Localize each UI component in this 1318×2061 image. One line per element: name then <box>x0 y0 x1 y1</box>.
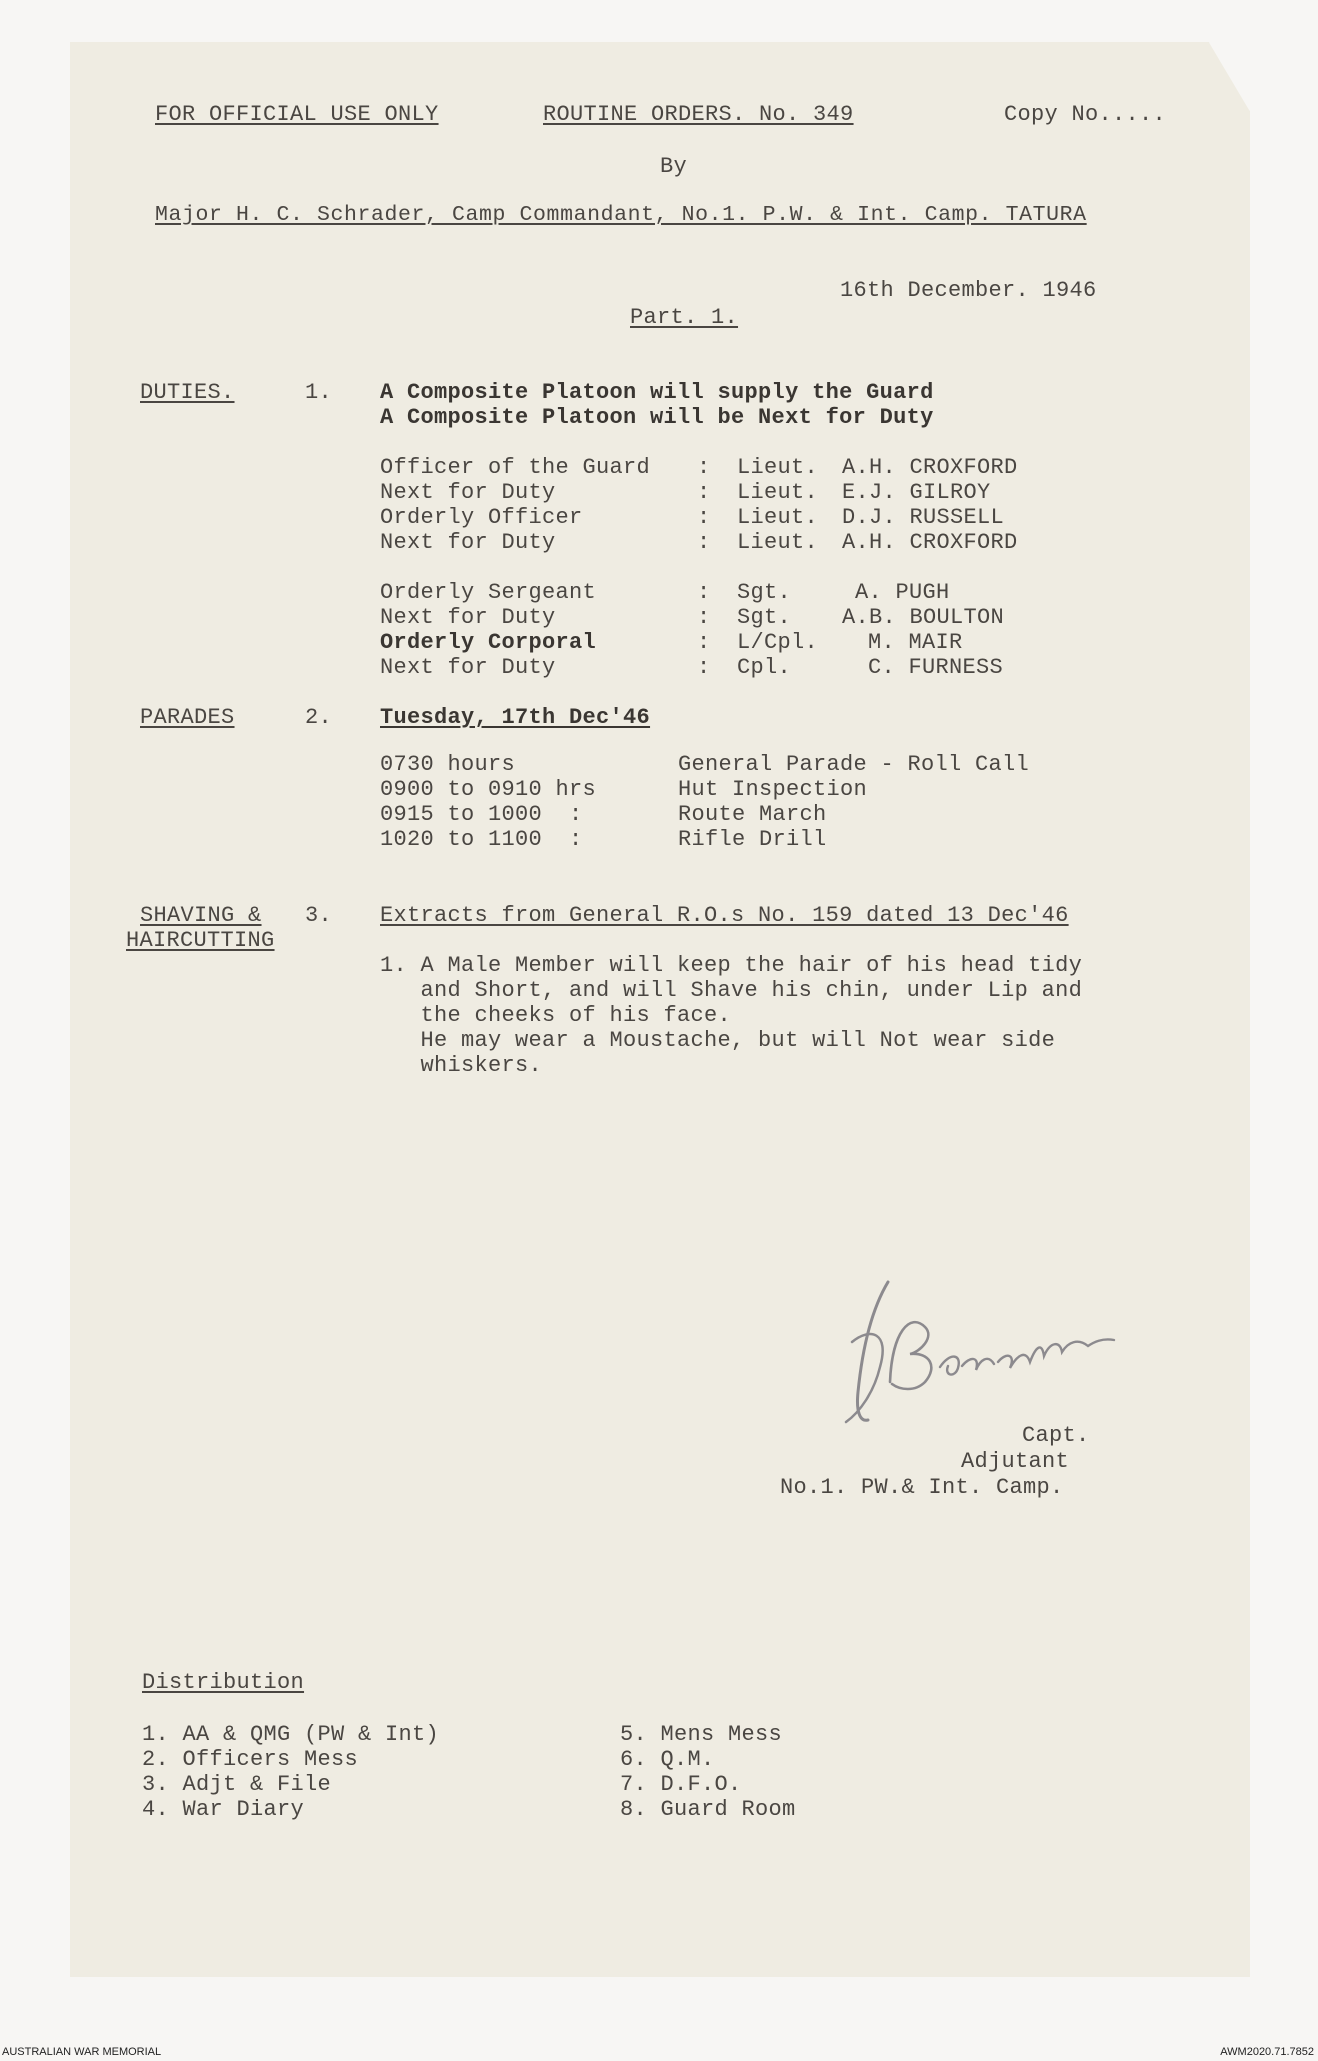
roster-name: E.J. GILROY <box>842 480 991 505</box>
schedule-time: 0915 to 1000 : <box>380 802 583 827</box>
signatory-unit: No.1. PW.& Int. Camp. <box>780 1475 1064 1500</box>
distribution-item: 1. AA & QMG (PW & Int) <box>142 1722 440 1747</box>
roster-sep: : <box>697 505 711 530</box>
parades-number: 2. <box>305 705 333 730</box>
shaving-number: 3. <box>305 903 333 928</box>
roster-rank: Lieut. <box>737 505 819 530</box>
extract-line: 1. A Male Member will keep the hair of his head tidy <box>380 953 1083 978</box>
roster-name: A. PUGH <box>855 580 950 605</box>
parades-heading: PARADES <box>140 705 235 730</box>
distribution-item: 5. Mens Mess <box>620 1722 783 1747</box>
signatory-position: Adjutant <box>961 1449 1070 1474</box>
distribution-item: 3. Adjt & File <box>142 1772 332 1797</box>
extract-line: the cheeks of his face. <box>380 1003 732 1028</box>
distribution-item: 8. Guard Room <box>620 1797 796 1822</box>
roster-role: Next for Duty <box>380 480 556 505</box>
roster-sep: : <box>697 580 711 605</box>
signatory-rank: Capt. <box>1022 1423 1090 1448</box>
haircutting-heading: HAIRCUTTING <box>126 928 275 953</box>
footer-accession: AWM2020.71.7852 <box>1220 2046 1314 2058</box>
extract-line: whiskers. <box>380 1053 543 1078</box>
schedule-time: 0900 to 0910 hrs <box>380 777 597 802</box>
schedule-activity: Route March <box>678 802 827 827</box>
schedule-activity: General Parade - Roll Call <box>678 752 1030 777</box>
shaving-title: Extracts from General R.O.s No. 159 dated 13 Dec'46 <box>380 903 1069 928</box>
parade-day: Tuesday, 17th Dec'46 <box>380 705 651 730</box>
distribution-item: 7. D.F.O. <box>620 1772 742 1797</box>
roster-role: Next for Duty <box>380 530 556 555</box>
schedule-activity: Hut Inspection <box>678 777 868 802</box>
duties-line: A Composite Platoon will be Next for Duty <box>380 405 934 430</box>
roster-role: Next for Duty <box>380 655 556 680</box>
roster-rank: L/Cpl. <box>737 630 819 655</box>
part-heading: Part. 1. <box>630 305 739 330</box>
roster-sep: : <box>697 605 711 630</box>
roster-rank: Cpl. <box>737 655 792 680</box>
roster-name: C. FURNESS <box>868 655 1004 680</box>
schedule-time: 1020 to 1100 : <box>380 827 583 852</box>
roster-name: M. MAIR <box>868 630 963 655</box>
roster-sep: : <box>697 530 711 555</box>
footer-credit: AUSTRALIAN WAR MEMORIAL <box>2 2046 162 2058</box>
distribution-item: 6. Q.M. <box>620 1747 715 1772</box>
by-label: By <box>660 154 688 179</box>
roster-rank: Lieut. <box>737 480 819 505</box>
shaving-heading: SHAVING & <box>140 903 262 928</box>
duties-number: 1. <box>305 380 333 405</box>
roster-sep: : <box>697 480 711 505</box>
roster-name: A.H. CROXFORD <box>842 455 1018 480</box>
extract-line: He may wear a Moustache, but will Not wear side <box>380 1028 1056 1053</box>
roster-role: Orderly Sergeant <box>380 580 597 605</box>
roster-sep: : <box>697 455 711 480</box>
distribution-item: 2. Officers Mess <box>142 1747 359 1772</box>
distribution-heading: Distribution <box>142 1670 305 1695</box>
duties-line: A Composite Platoon will supply the Guard <box>380 380 934 405</box>
issuer-line: Major H. C. Schrader, Camp Commandant, No.1. P.W. & Int. Camp. TATURA <box>155 203 1087 227</box>
roster-rank: Lieut. <box>737 455 819 480</box>
roster-rank: Sgt. <box>737 605 792 630</box>
classification-label: FOR OFFICIAL USE ONLY <box>155 102 439 127</box>
document-date: 16th December. 1946 <box>840 278 1097 303</box>
roster-name: D.J. RUSSELL <box>842 505 1005 530</box>
roster-rank: Sgt. <box>737 580 792 605</box>
handwritten-signature <box>830 1272 1130 1442</box>
distribution-item: 4. War Diary <box>142 1797 305 1822</box>
schedule-activity: Rifle Drill <box>678 827 827 852</box>
roster-role: Officer of the Guard <box>380 455 651 480</box>
schedule-time: 0730 hours <box>380 752 516 777</box>
extract-line: and Short, and will Shave his chin, under Lip and <box>380 978 1083 1003</box>
document-title: ROUTINE ORDERS. No. 349 <box>543 102 854 127</box>
duties-heading: DUTIES. <box>140 380 235 405</box>
roster-name: A.H. CROXFORD <box>842 530 1018 555</box>
roster-sep: : <box>697 655 711 680</box>
roster-rank: Lieut. <box>737 530 819 555</box>
roster-sep: : <box>697 630 711 655</box>
roster-role: Next for Duty <box>380 605 556 630</box>
roster-role: Orderly Corporal <box>380 630 597 655</box>
roster-name: A.B. BOULTON <box>842 605 1005 630</box>
roster-role: Orderly Officer <box>380 505 583 530</box>
copy-number: Copy No..... <box>1004 102 1167 127</box>
